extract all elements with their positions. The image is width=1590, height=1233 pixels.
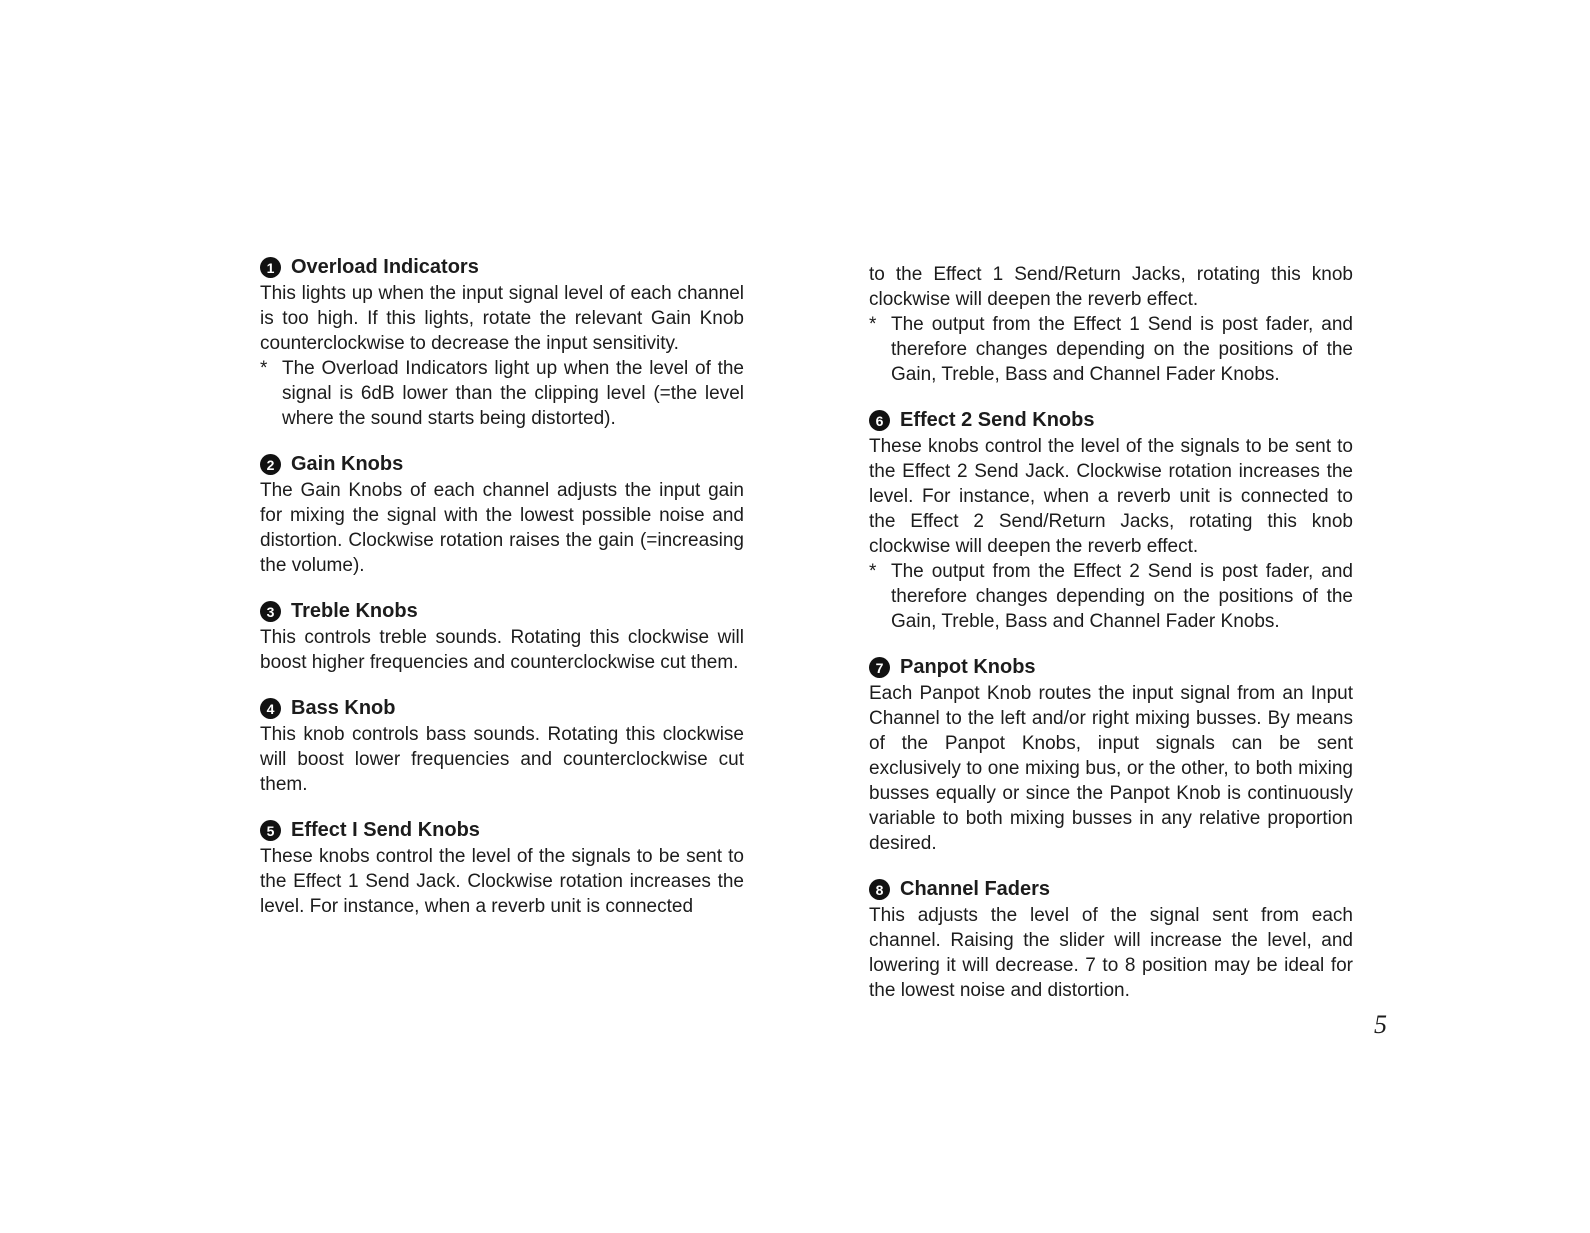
section-number-badge: 3 — [260, 601, 281, 622]
section-channel-faders — [869, 878, 1353, 1003]
section-heading — [260, 697, 744, 720]
left-column — [260, 256, 744, 941]
right-column — [869, 262, 1353, 1025]
section-number-badge: 2 — [260, 454, 281, 475]
section-effect-1-send-knobs — [260, 819, 744, 919]
section-gain-knobs — [260, 453, 744, 578]
section-heading — [869, 656, 1353, 679]
section-number-badge: 6 — [869, 410, 890, 431]
section-title: Bass Knob — [291, 697, 396, 719]
asterisk-mark: * — [869, 314, 877, 335]
page-number: 5 — [1374, 1010, 1387, 1039]
note-text: The Overload Indicators light up when the level of the signal is 6dB lower than the clipping level (=the level where the sound starts being distorted). — [282, 358, 744, 429]
section-title: Effect 2 Send Knobs — [900, 409, 1095, 431]
section-number-badge: 7 — [869, 657, 890, 678]
section-title: Effect I Send Knobs — [291, 819, 480, 841]
section-title: Channel Faders — [900, 878, 1051, 900]
section-number-badge: 4 — [260, 698, 281, 719]
section-title: Overload Indicators — [291, 256, 479, 278]
section-body: These knobs control the level of the signals to be sent to the Effect 2 Send Jack. Clockwise rotation increases the level. For instance, when a reverb unit is connected to the Effect 2 Send/Return Jacks, rotating this knob clockwise will deepen the reverb effect. — [869, 436, 1353, 557]
note-text: The output from the Effect 2 Send is post fader, and therefore changes depending on the positions of the Gain, Treble, Bass and Channel Fader Knobs. — [891, 561, 1353, 632]
section-body: This lights up when the input signal level of each channel is too high. If this lights, rotate the relevant Gain Knob counterclockwise to decrease the input sensitivity. — [260, 283, 744, 354]
continued-body: to the Effect 1 Send/Return Jacks, rotating this knob clockwise will deepen the reverb effect. — [869, 264, 1353, 310]
section-body: This adjusts the level of the signal sent from each channel. Raising the slider will increase the level, and lowering it will decrease. 7 to 8 position may be ideal for the lowest noise and distortion. — [869, 905, 1353, 1001]
section-body: This controls treble sounds. Rotating this clockwise will boost higher frequencies and counterclockwise cut them. — [260, 627, 744, 673]
section-heading — [260, 819, 744, 842]
section-effect-2-send-knobs — [869, 409, 1353, 634]
note-text: The output from the Effect 1 Send is post fader, and therefore changes depending on the positions of the Gain, Treble, Bass and Channel Fader Knobs. — [891, 314, 1353, 385]
section-number-badge: 8 — [869, 879, 890, 900]
section-note — [260, 356, 744, 431]
section-overload-indicators — [260, 256, 744, 431]
section-title: Gain Knobs — [291, 453, 404, 475]
section-number-badge: 1 — [260, 257, 281, 278]
section-effect-1-continuation — [869, 262, 1353, 387]
section-treble-knobs — [260, 600, 744, 675]
asterisk-mark: * — [260, 358, 268, 379]
section-body: These knobs control the level of the signals to be sent to the Effect 1 Send Jack. Clockwise rotation increases the level. For instance, when a reverb unit is connected — [260, 846, 744, 917]
section-bass-knob — [260, 697, 744, 797]
section-heading — [869, 409, 1353, 432]
section-note — [869, 559, 1353, 634]
section-heading — [260, 256, 744, 279]
section-note — [869, 312, 1353, 387]
section-panpot-knobs — [869, 656, 1353, 856]
section-body: The Gain Knobs of each channel adjusts the input gain for mixing the signal with the lowest possible noise and distortion. Clockwise rotation raises the gain (=increasing the volume). — [260, 480, 744, 576]
section-body: Each Panpot Knob routes the input signal from an Input Channel to the left and/or right mixing busses. By means of the Panpot Knobs, input signals can be sent exclusively to one mixing bus, or the other, to both mixing busses equally or since the Panpot Knob is continuously variable to both mixing busses in any relative proportion desired. — [869, 683, 1353, 854]
section-title: Treble Knobs — [291, 600, 418, 622]
section-body: This knob controls bass sounds. Rotating this clockwise will boost lower frequencies and counterclockwise cut them. — [260, 724, 744, 795]
section-heading — [260, 453, 744, 476]
asterisk-mark: * — [869, 561, 877, 582]
section-title: Panpot Knobs — [900, 656, 1036, 678]
section-heading — [869, 878, 1353, 901]
section-number-badge: 5 — [260, 820, 281, 841]
section-heading — [260, 600, 744, 623]
